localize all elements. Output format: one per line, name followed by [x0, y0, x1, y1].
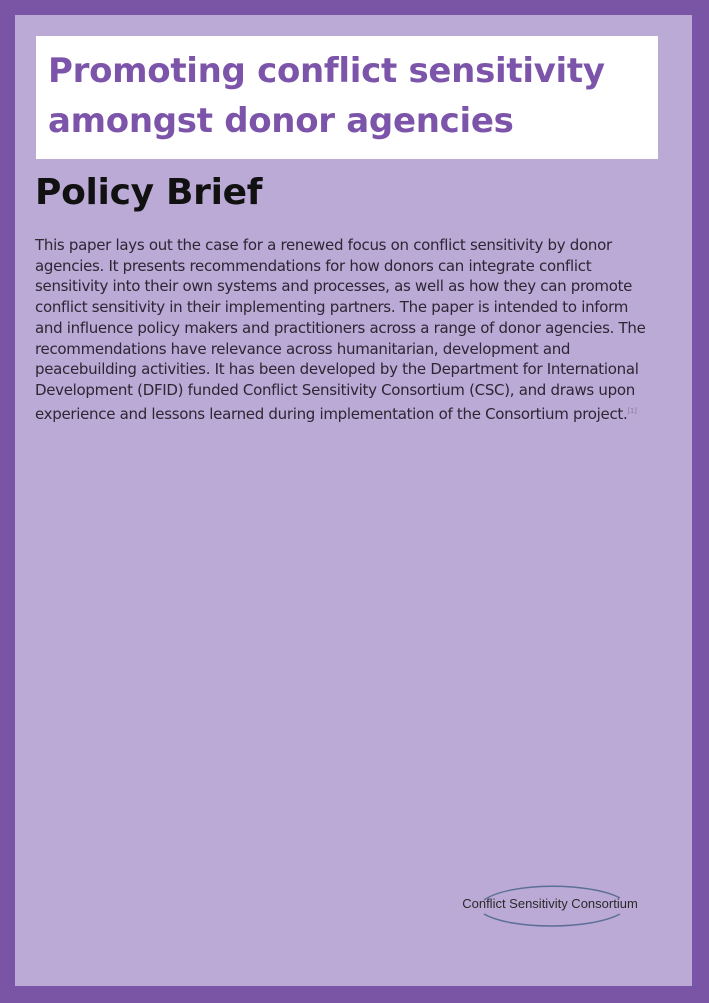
consortium-logo [450, 878, 650, 934]
title-box [36, 36, 658, 159]
footnote-mark: [1] [627, 406, 637, 415]
body-paragraph [35, 235, 647, 424]
body-text: This paper lays out the case for a renewed focus on conflict sensitivity by donor agencies. It presents recommendations for how donors can integrate conflict sensitivity into their own systems and processes, as well as how they can promote conflict sensitivity in their implementing partners. The paper is intended to inform and influence policy makers and practitioners across a range of donor agencies. The recommendations have relevance across humanitarian, development and peacebuilding activities. It has been developed by the Department for International Development (DFID) funded Conflict Sensitivity Consortium (CSC), and draws upon experience and lessons learned during implementation of the Consortium project. [35, 236, 646, 423]
logo-text: Conflict Sensitivity Consortium [462, 896, 638, 911]
document-title: Promoting conflict sensitivity amongst donor agencies [48, 51, 605, 141]
page-background [15, 15, 692, 986]
document-subtitle: Policy Brief [35, 172, 263, 213]
